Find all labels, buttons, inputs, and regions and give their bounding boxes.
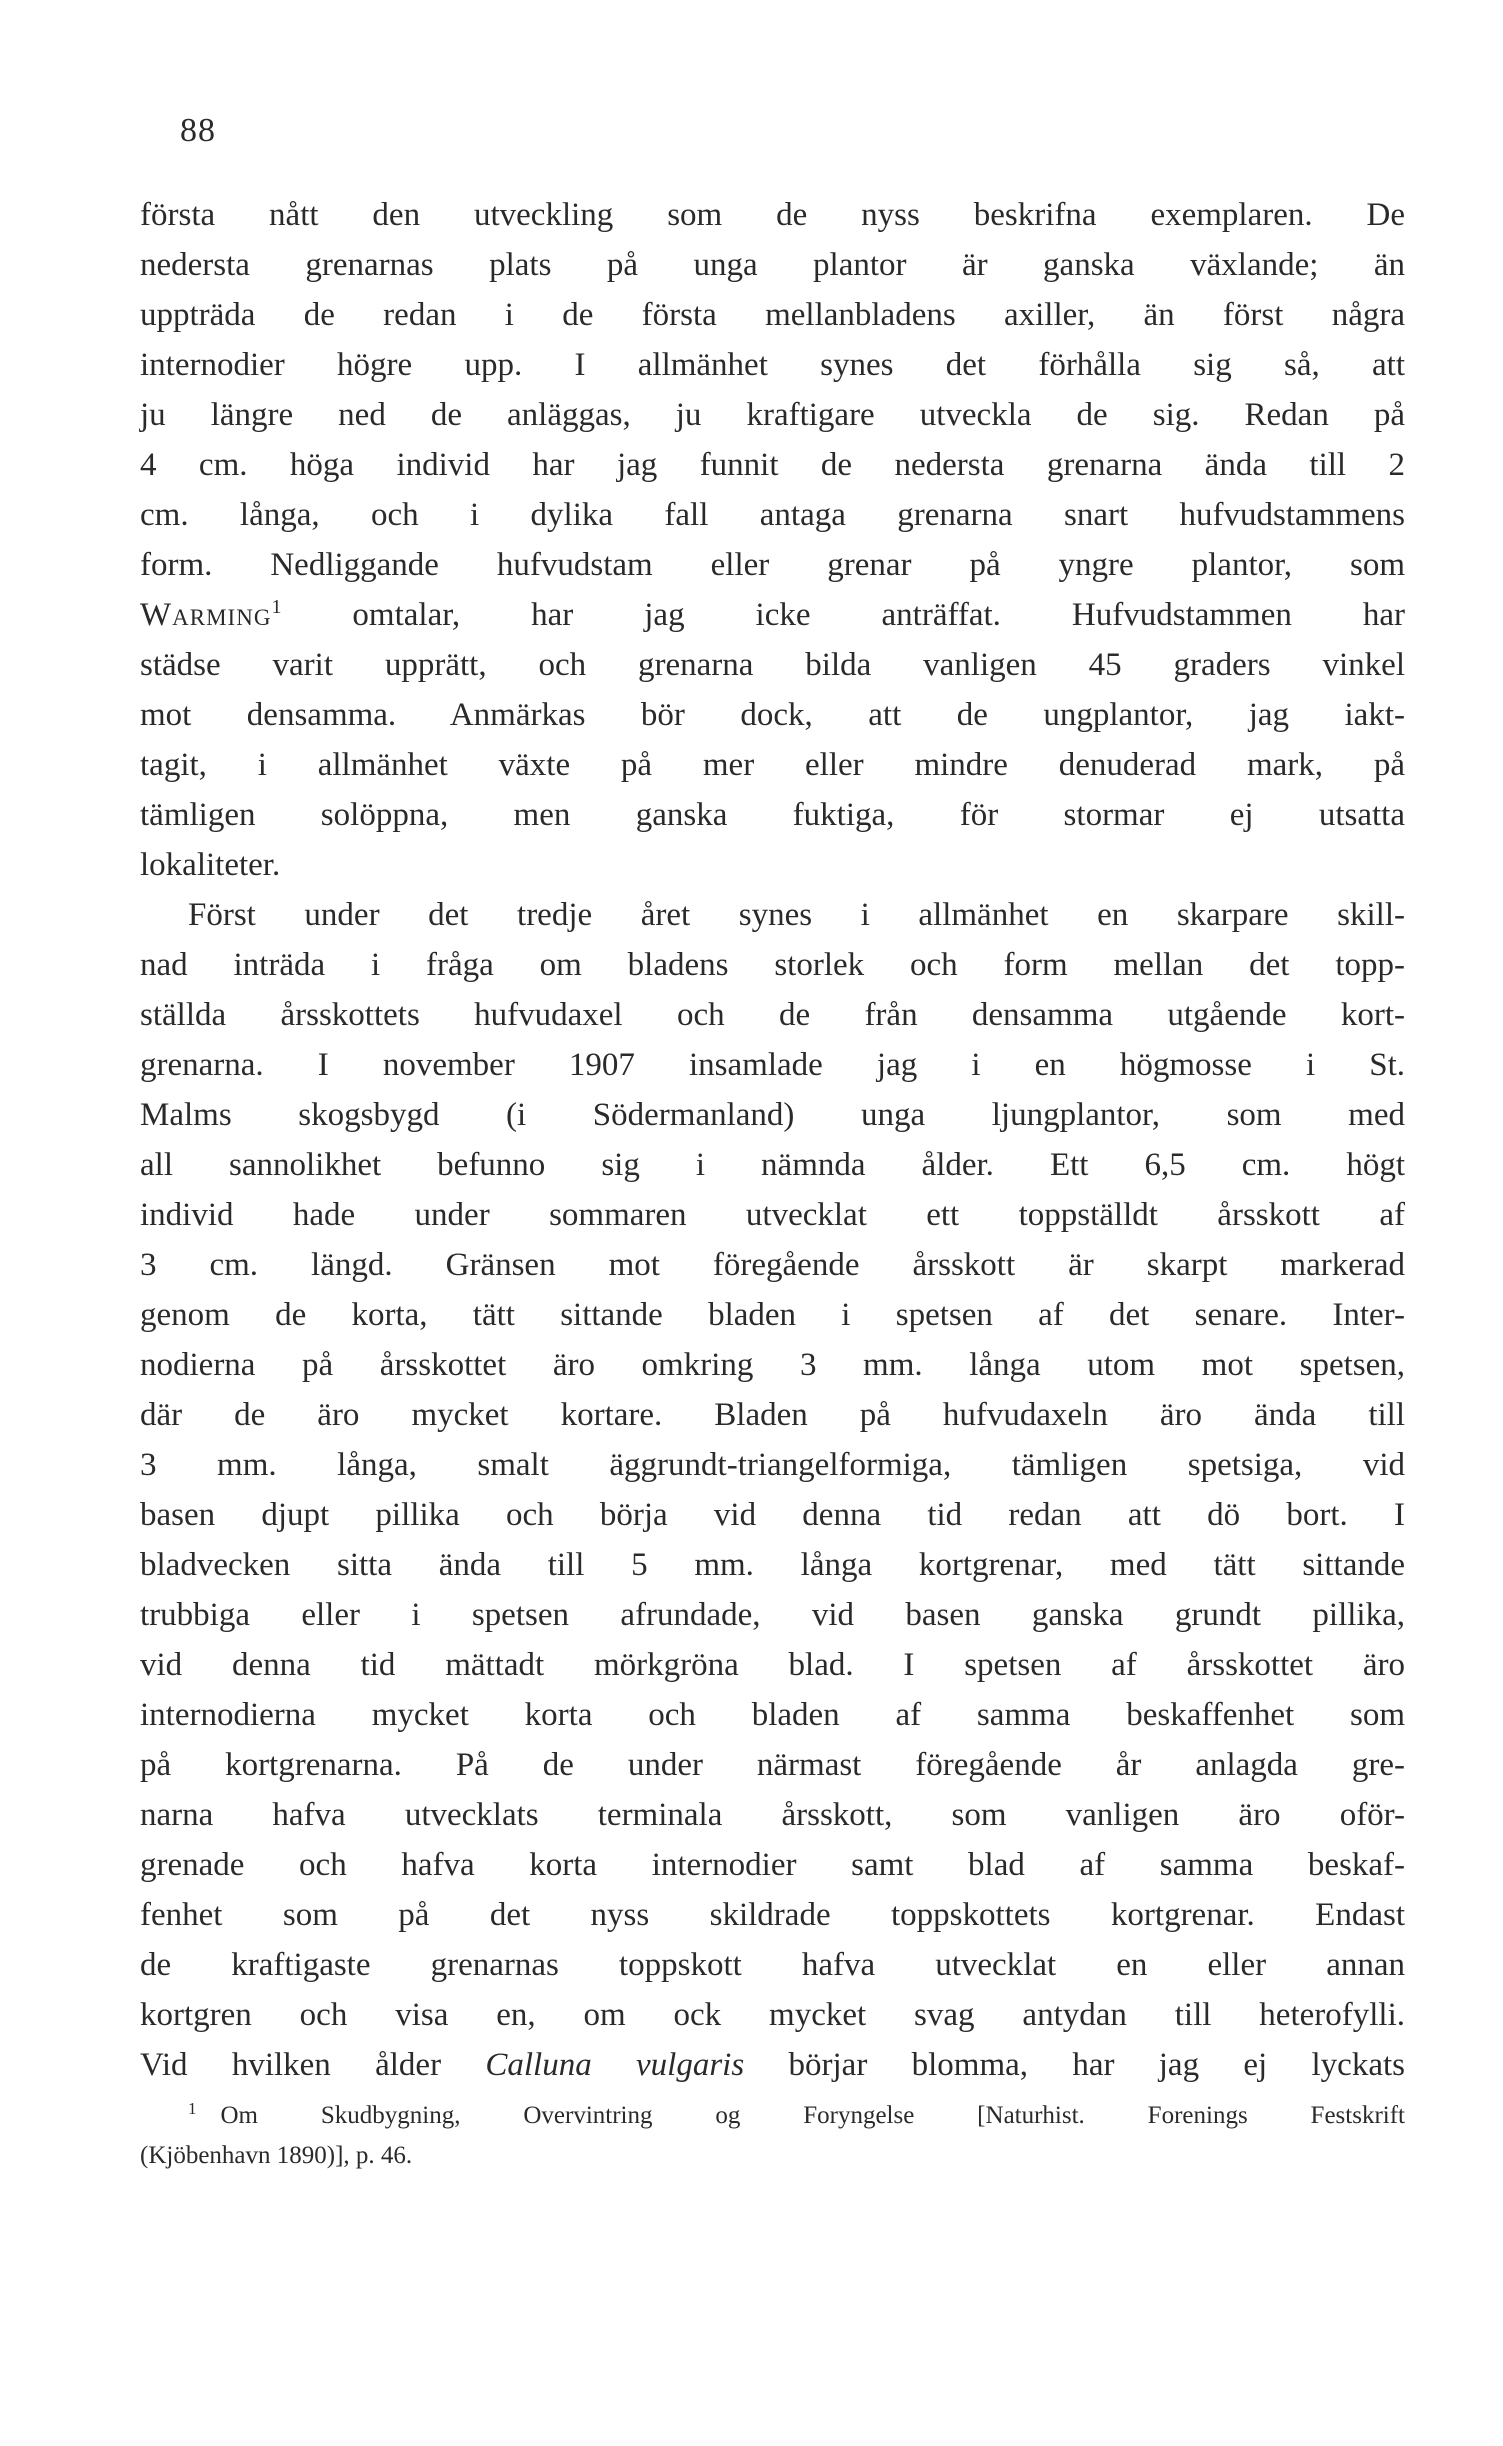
text-line: grenarna. I november 1907 insamlade jag i en högmosse i St. xyxy=(140,1047,1405,1083)
text-line: bladvecken sitta ända till 5 mm. långa kortgrenar, med tätt sittande xyxy=(140,1547,1405,1583)
text-line: form. Nedliggande hufvudstam eller grenar på yngre plantor, som xyxy=(140,547,1405,583)
footnote-marker: 1 xyxy=(188,2098,197,2118)
text-line: 3 mm. långa, smalt äggrundt-triangelformiga, tämligen spetsiga, vid xyxy=(140,1447,1405,1483)
text-line: kortgren och visa en, om ock mycket svag antydan till heterofylli. xyxy=(140,1997,1405,2033)
footnotes xyxy=(140,2096,1405,2176)
footnote-line: (Kjöbenhavn 1890)], p. 46. xyxy=(140,2142,413,2169)
text-line: första nått den utveckling som de nyss beskrifna exemplaren. De xyxy=(140,197,1405,233)
species-name: Calluna vulgaris xyxy=(485,2047,745,2083)
text-line: genom de korta, tätt sittande bladen i spetsen af det senare. Inter- xyxy=(140,1297,1405,1333)
text-line: tagit, i allmänhet växte på mer eller mindre denuderad mark, på xyxy=(140,747,1405,783)
text-fragment: omtalar, har jag icke anträffat. Hufvudstammen har xyxy=(281,597,1405,633)
text-line: Malms skogsbygd (i Södermanland) unga ljungplantor, som med xyxy=(140,1097,1405,1133)
text-line: cm. långa, och i dylika fall antaga grenarna snart hufvudstammens xyxy=(140,497,1405,533)
text-line: där de äro mycket kortare. Bladen på hufvudaxeln äro ända till xyxy=(140,1397,1405,1433)
body-text xyxy=(140,190,1405,2090)
paragraph-start-line: Först under det tredje året synes i allmänhet en skarpare skill- xyxy=(188,897,1405,933)
text-line: grenade och hafva korta internodier samt blad af samma beskaf- xyxy=(140,1847,1405,1883)
text-line-with-footnote-ref xyxy=(140,590,1405,640)
text-line: individ hade under sommaren utvecklat ett toppställdt årsskott af xyxy=(140,1197,1405,1233)
page-number: 88 xyxy=(180,112,216,149)
text-line: vid denna tid mättadt mörkgröna blad. I spetsen af årsskottet äro xyxy=(140,1647,1405,1683)
text-line: mot densamma. Anmärkas bör dock, att de ungplantor, jag iakt- xyxy=(140,697,1405,733)
text-line: 4 cm. höga individ har jag funnit de nedersta grenarna ända till 2 xyxy=(140,447,1405,483)
text-line: på kortgrenarna. På de under närmast föregående år anlagda gre- xyxy=(140,1747,1405,1783)
footnote-line xyxy=(140,2096,1405,2136)
text-line: narna hafva utvecklats terminala årsskott, som vanligen äro oför- xyxy=(140,1797,1405,1833)
text-line: ju längre ned de anläggas, ju kraftigare utveckla de sig. Redan på xyxy=(140,397,1405,433)
text-line: lokaliteter. xyxy=(140,847,281,883)
footnote-reference: 1 xyxy=(271,596,282,618)
text-line: fenhet som på det nyss skildrade toppskottets kortgrenar. Endast xyxy=(140,1897,1405,1933)
text-line: de kraftigaste grenarnas toppskott hafva utvecklat en eller annan xyxy=(140,1947,1405,1983)
text-fragment: Vid hvilken ålder xyxy=(140,2047,486,2083)
footnote-text: Om Skudbygning, Overvintring og Foryngelse [Naturhist. Forenings Festskrift xyxy=(220,2102,1405,2129)
text-line: internodierna mycket korta och bladen af samma beskaffenhet som xyxy=(140,1697,1405,1733)
author-name: Warming xyxy=(140,597,272,633)
text-line: all sannolikhet befunno sig i nämnda ålder. Ett 6,5 cm. högt xyxy=(140,1147,1405,1183)
text-line: internodier högre upp. I allmänhet synes det förhålla sig så, att xyxy=(140,347,1405,383)
text-line: ställda årsskottets hufvudaxel och de från densamma utgående kort- xyxy=(140,997,1405,1033)
text-line: trubbiga eller i spetsen afrundade, vid basen ganska grundt pillika, xyxy=(140,1597,1405,1633)
text-line-with-species-name xyxy=(140,2040,1405,2090)
text-line: städse varit upprätt, och grenarna bilda vanligen 45 graders vinkel xyxy=(140,647,1405,683)
text-line: nodierna på årsskottet äro omkring 3 mm. långa utom mot spetsen, xyxy=(140,1347,1405,1383)
text-line: nad inträda i fråga om bladens storlek och form mellan det topp- xyxy=(140,947,1405,983)
text-line: basen djupt pillika och börja vid denna tid redan att dö bort. I xyxy=(140,1497,1405,1533)
text-line: 3 cm. längd. Gränsen mot föregående årsskott är skarpt markerad xyxy=(140,1247,1405,1283)
text-line: uppträda de redan i de första mellanbladens axiller, än först några xyxy=(140,297,1405,333)
text-line: tämligen solöppna, men ganska fuktiga, för stormar ej utsatta xyxy=(140,797,1405,833)
text-fragment: börjar blomma, har jag ej lyckats xyxy=(744,2047,1405,2083)
text-line: nedersta grenarnas plats på unga plantor är ganska växlande; än xyxy=(140,247,1405,283)
